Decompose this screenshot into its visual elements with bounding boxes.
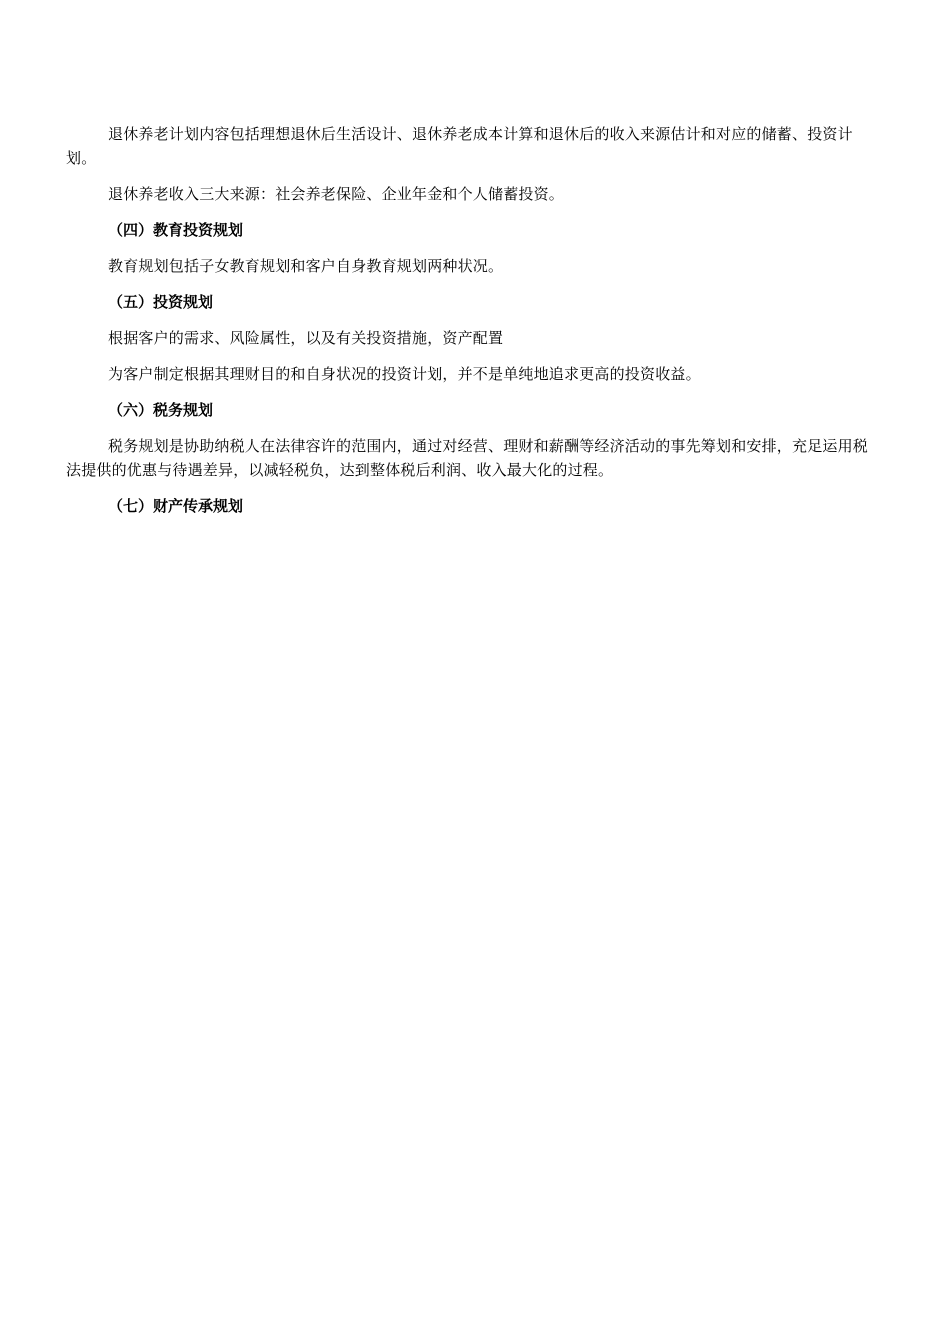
paragraph-retirement-plan: 退休养老计划内容包括理想退休后生活设计、退休养老成本计算和退休后的收入来源估计和对应的储蓄、投资计划。: [66, 125, 853, 167]
paragraph-investment-plan: 为客户制定根据其理财目的和自身状况的投资计划，并不是单纯地追求更高的投资收益。: [108, 365, 701, 383]
heading-estate-planning: （七）财产传承规划: [108, 497, 244, 515]
paragraph-retirement-income: 退休养老收入三大来源：社会养老保险、企业年金和个人储蓄投资。: [108, 185, 565, 203]
heading-investment-planning: （五）投资规划: [108, 293, 214, 311]
paragraph-tax-planning: 税务规划是协助纳税人在法律容许的范围内，通过对经营、理财和薪酬等经济活动的事先筹划和安排，充足运用税法提供的优惠与待遇差异，以减轻税负，达到整体税后利润、收入最大化的过程。: [66, 437, 869, 479]
paragraph-education-planning: 教育规划包括子女教育规划和客户自身教育规划两种状况。: [108, 257, 504, 275]
document-page: [66, 122, 882, 530]
paragraph-investment-basis: 根据客户的需求、风险属性，以及有关投资措施，资产配置: [108, 329, 504, 347]
heading-tax-planning: （六）税务规划: [108, 401, 214, 419]
heading-education-planning: （四）教育投资规划: [108, 221, 244, 239]
